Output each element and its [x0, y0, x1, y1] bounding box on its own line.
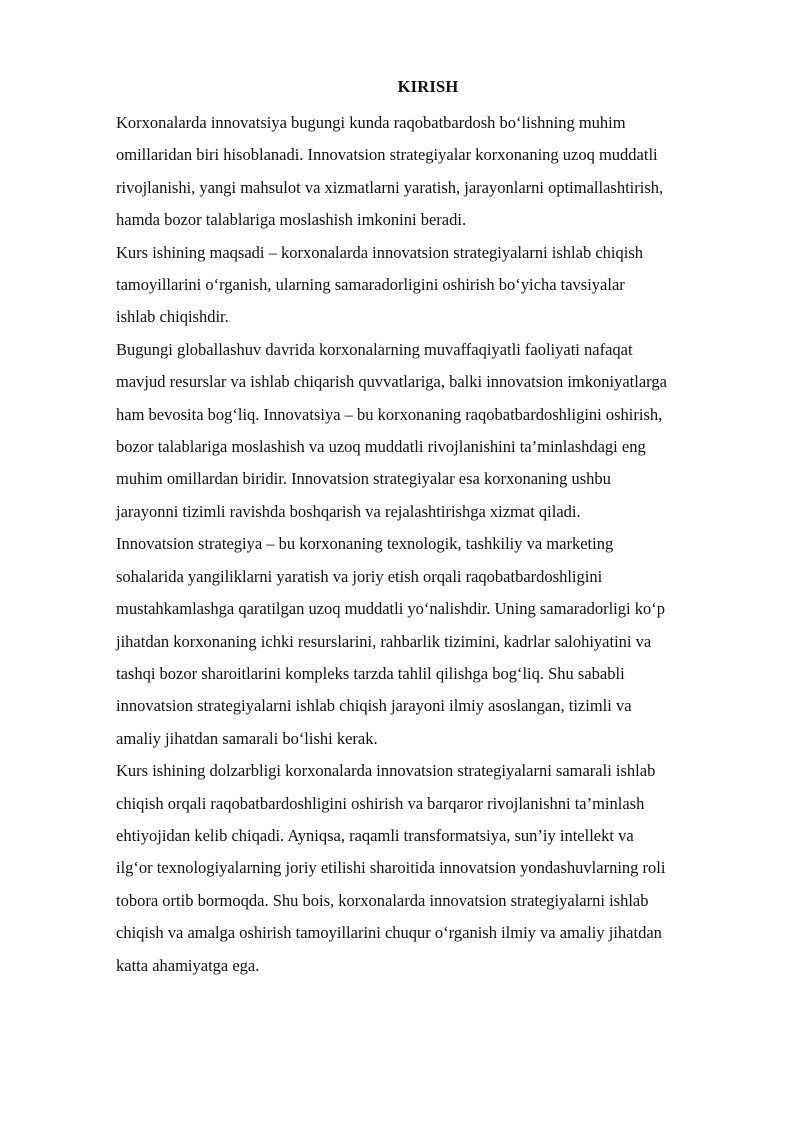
text-line: mustahkamlashga qaratilgan uzoq muddatli yo‘nalishdir. Uning samaradorligi ko‘p: [116, 599, 665, 619]
text-line: muhim omillardan biridir. Innovatsion strategiyalar esa korxonaning ushbu: [116, 469, 611, 489]
text-line: katta ahamiyatga ega.: [116, 955, 260, 975]
text-line: tobora ortib bormoqda. Shu bois, korxonalarda innovatsion strategiyalarni ishlab: [116, 890, 649, 910]
text-line: tamoyillarini o‘rganish, ularning samaradorligini oshirish bo‘yicha tavsiyalar: [116, 275, 625, 295]
text-line: mavjud resurslar va ishlab chiqarish quvvatlariga, balki innovatsion imkoniyatlarga: [116, 372, 667, 392]
text-line: Korxonalarda innovatsiya bugungi kunda raqobatbardosh bo‘lishning muhim: [116, 113, 626, 132]
text-line: chiqish va amalga oshirish tamoyillarini chuqur o‘rganish ilmiy va amaliy jihatdan: [116, 923, 662, 943]
text-line: bozor talablariga moslashish va uzoq muddatli rivojlanishini ta’minlashdagi eng: [116, 437, 646, 457]
text-line: Kurs ishining maqsadi – korxonalarda innovatsion strategiyalarni ishlab chiqish: [116, 242, 643, 262]
text-line: ham bevosita bog‘liq. Innovatsiya – bu korxonaning raqobatbardoshligini oshirish,: [116, 404, 663, 424]
text-line: jarayonni tizimli ravishda boshqarish va rejalashtirishga xizmat qiladi.: [116, 501, 581, 521]
text-line: Kurs ishining dolzarbligi korxonalarda innovatsion strategiyalarni samarali ishlab: [116, 761, 656, 781]
document-title: KIRISH: [397, 77, 459, 96]
text-line: omillaridan biri hisoblanadi. Innovatsion strategiyalar korxonaning uzoq muddatli: [116, 145, 658, 165]
text-line: ehtiyojidan kelib chiqadi. Ayniqsa, raqamli transformatsiya, sun’iy intellekt va: [116, 825, 634, 845]
text-line: ilg‘or texnologiyalarning joriy etilishi sharoitida innovatsion yondashuvlarning roli: [116, 858, 666, 878]
text-line: sohalarida yangiliklarni yaratish va joriy etish orqali raqobatbardoshligini: [116, 566, 603, 586]
text-line: amaliy jihatdan samarali bo‘lishi kerak.: [116, 728, 378, 748]
text-line: innovatsion strategiyalarni ishlab chiqish jarayoni ilmiy asoslangan, tizimli va: [116, 696, 632, 716]
text-line: hamda bozor talablariga moslashish imkonini beradi.: [116, 210, 467, 230]
text-line: jihatdan korxonaning ichki resurslarini, rahbarlik tizimini, kadrlar salohiyatini va: [116, 631, 652, 651]
text-line: Innovatsion strategiya – bu korxonaning texnologik, tashkiliy va marketing: [116, 534, 614, 554]
text-line: rivojlanishi, yangi mahsulot va xizmatlarni yaratish, jarayonlarni optimallashtirish,: [116, 177, 664, 197]
text-line: ishlab chiqishdir.: [116, 307, 229, 327]
document-body: [116, 107, 766, 982]
text-line: chiqish orqali raqobatbardoshligini oshirish va barqaror rivojlanishni ta’minlash: [116, 793, 645, 813]
text-line: Bugungi globallashuv davrida korxonalarning muvaffaqiyatli faoliyati nafaqat: [116, 339, 633, 359]
text-line: tashqi bozor sharoitlarini kompleks tarzda tahlil qilishga bog‘liq. Shu sababli: [116, 663, 625, 683]
